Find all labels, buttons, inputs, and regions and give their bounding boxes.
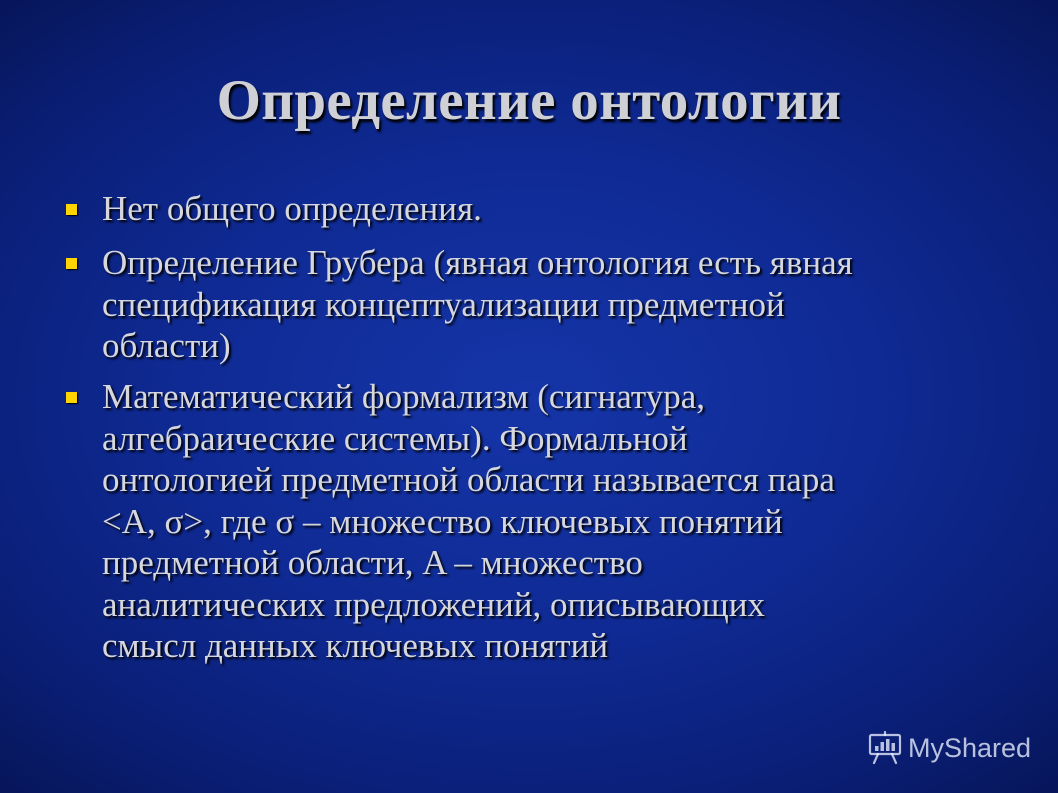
bullet-line: алгебраические системы). Формальной bbox=[102, 418, 688, 458]
bullet-line: Определение Грубера (явная онтология есть явная bbox=[102, 243, 853, 282]
bullet-square-icon bbox=[66, 392, 77, 403]
bullet-line: онтологией предметной области называется пара bbox=[102, 460, 835, 499]
bullet-line: области) bbox=[102, 326, 231, 365]
bullet-line: Математический формализм (сигнатура, bbox=[102, 377, 705, 416]
bullet-text bbox=[102, 242, 1007, 367]
bullet-text bbox=[102, 188, 1007, 230]
bullet-line: аналитических предложений, описывающих bbox=[102, 584, 765, 624]
bullet-line: спецификация концептуализации предметной bbox=[102, 284, 785, 324]
slide-title: Определение онтологии bbox=[216, 69, 842, 132]
presentation-board-icon bbox=[866, 729, 904, 767]
bullet-square-icon bbox=[66, 258, 77, 269]
bullet-line: <A, σ>, где σ – множество ключевых понятий bbox=[102, 501, 783, 541]
bullet-line: смысл данных ключевых понятий bbox=[102, 626, 609, 665]
bullet-line: Нет общего определения. bbox=[102, 189, 482, 228]
bullet-text bbox=[102, 376, 1007, 667]
myshared-watermark bbox=[866, 728, 1031, 768]
bullet-square-icon bbox=[66, 204, 77, 215]
watermark-text: MyShared bbox=[908, 732, 1032, 763]
bullet-line: предметной области, A – множество bbox=[102, 543, 643, 582]
